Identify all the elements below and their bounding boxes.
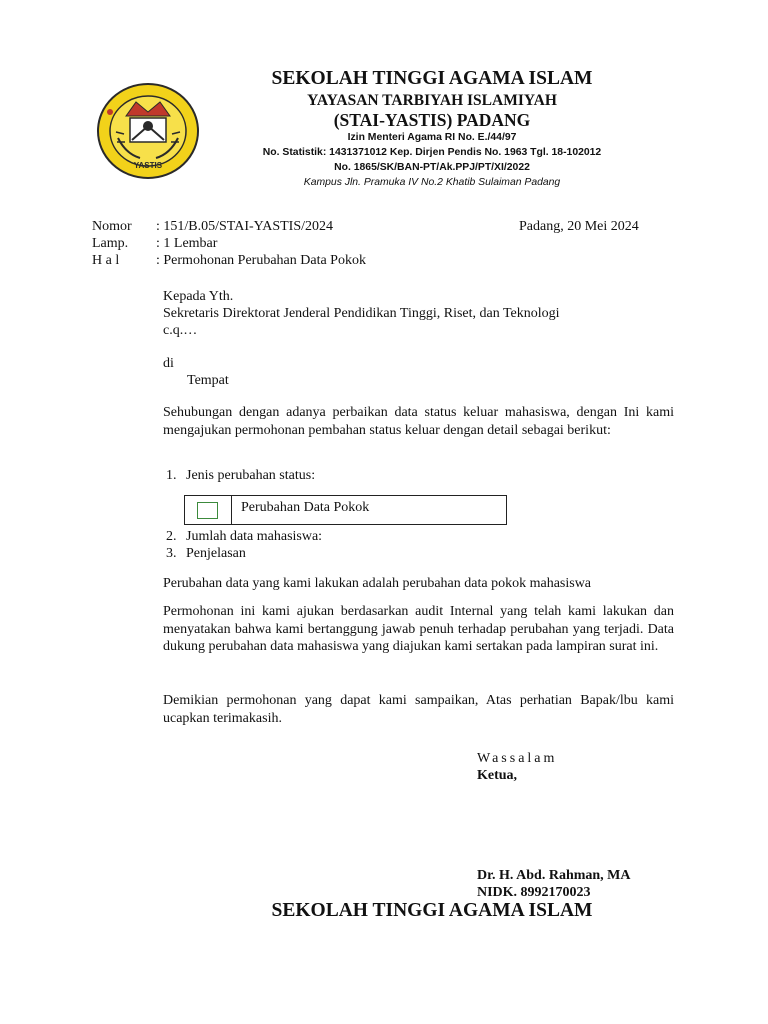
hal-value: : Permohonan Perubahan Data Pokok [156,253,366,268]
recipient-greeting: Kepada Yth. [163,289,234,304]
intro-paragraph: Sehubungan dengan adanya perbaikan data status keluar mahasiswa, dengan Ini kami mengajukan permohonan pembahan status keluar dengan detail sebagai berikut: [163,405,674,438]
footer-institution: SEKOLAH TINGGI AGAMA ISLAM [271,900,593,921]
logo-text: YASTIS [133,161,163,170]
license-line: Izin Menteri Agama RI No. E./44/97 [347,132,517,143]
status-option-label: Perubahan Data Pokok [241,500,370,515]
audit-paragraph: Permohonan ini kami ajukan berdasarkan audit Internal yang telah kami lakukan dan menyatakan bahwa kami bertanggung jawab penuh terhadap perubahan yang terjadi. Data dukung perubahan data mahasiswa yang diajukan kami sertakan pada lampiran surat ini. [163,604,674,654]
status-checkbox[interactable] [197,502,218,519]
hal-label: H a l [92,253,120,268]
explanation-text: Perubahan data yang kami lakukan adalah perubahan data pokok mahasiswa [163,576,592,591]
signer-nidk: NIDK. 8992170023 [477,885,591,900]
recipient-di: di [163,356,174,371]
list-number-1: 1. [166,468,177,483]
closing-paragraph: Demikian permohonan yang dapat kami sampaikan, Atas perhatian Bapak/lbu kami ucapkan terimakasih. [163,693,674,726]
recipient-name: Sekretaris Direktorat Jenderal Pendidikan Tinggi, Riset, dan Teknologi [163,306,560,321]
salutation: Wassalam [477,751,558,766]
box-divider [231,496,232,524]
address-line: Kampus Jln. Pramuka IV No.2 Khatib Sulaiman Padang [303,177,561,188]
foundation-name: YAYASAN TARBIYAH ISLAMIYAH [307,92,557,109]
nomor-value: : 151/B.05/STAI-YASTIS/2024 [156,219,334,234]
recipient-place: Tempat [187,373,229,388]
status-option-box [184,495,507,525]
institution-logo [96,82,200,180]
list-number-3: 3. [166,546,177,561]
short-name: (STAI-YASTIS) PADANG [333,110,531,130]
signer-name: Dr. H. Abd. Rahman, MA [477,868,631,883]
lamp-value: : 1 Lembar [156,236,218,251]
accreditation-line: No. 1865/SK/BAN-PT/Ak.PPJ/PT/XI/2022 [334,162,530,173]
list-number-2: 2. [166,529,177,544]
lamp-label: Lamp. [92,236,129,251]
list-item-status-type: Jenis perubahan status: [186,468,316,483]
institution-name: SEKOLAH TINGGI AGAMA ISLAM [271,68,593,89]
list-item-explanation: Penjelasan [186,546,246,561]
nomor-label: Nomor [92,219,132,234]
recipient-cq: c.q.… [163,323,198,338]
list-item-student-count: Jumlah data mahasiswa: [186,529,323,544]
signer-position: Ketua, [477,768,518,783]
letter-date: Padang, 20 Mei 2024 [519,219,639,234]
statistic-line: No. Statistik: 1431371012 Kep. Dirjen Pendis No. 1963 Tgl. 18-102012 [262,147,602,158]
